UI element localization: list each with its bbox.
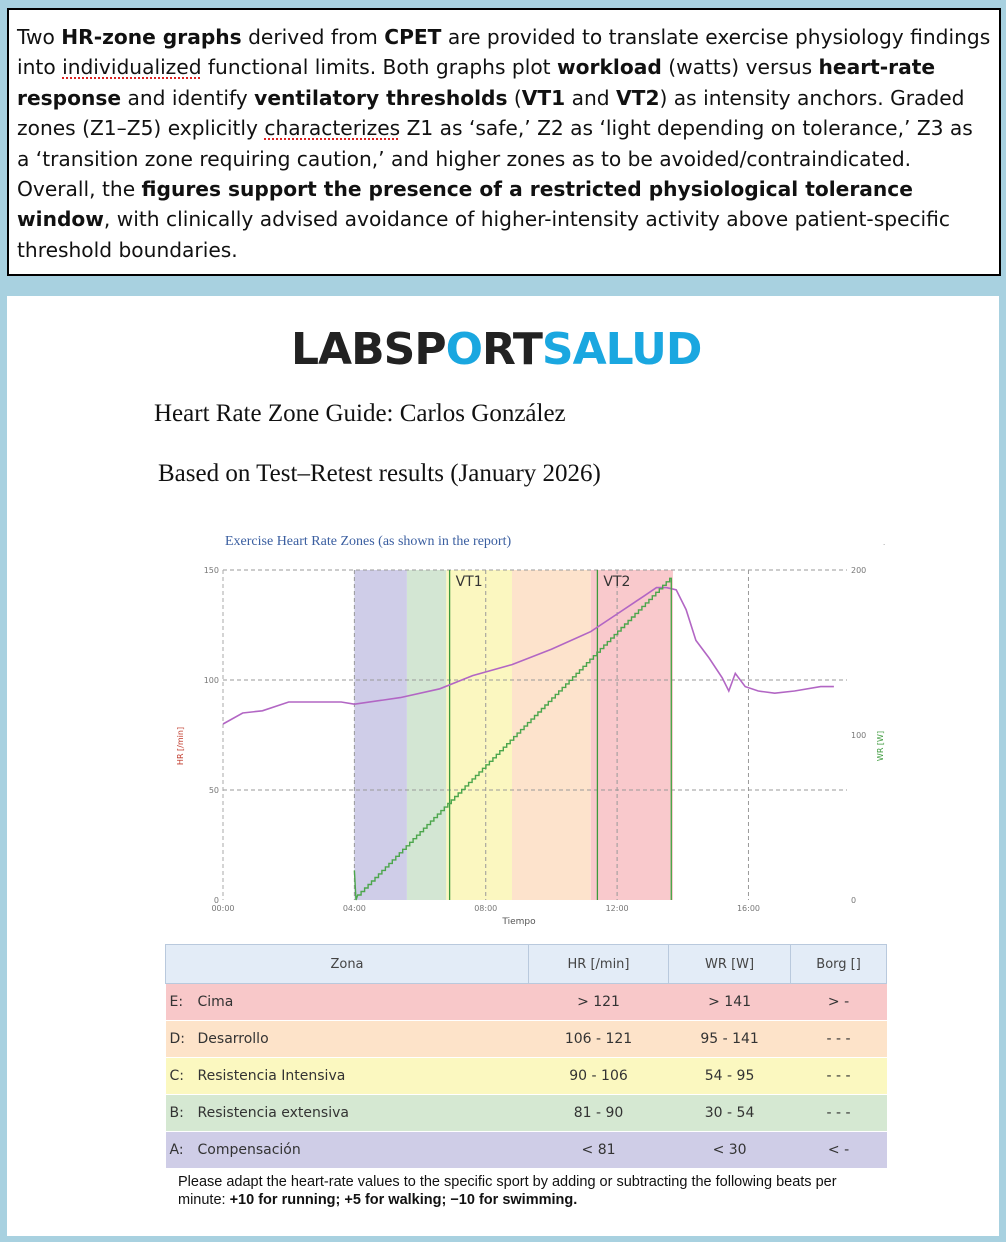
zone-borg: - - - [791, 1021, 887, 1058]
summary-text: are provided to translate exercise physiology findings into [17, 25, 991, 80]
spellcheck-word: individualized [62, 55, 202, 80]
y-tick-label: 150 [203, 566, 219, 575]
x-tick-label: 12:00 [605, 904, 629, 913]
threshold-label: VT2 [603, 574, 631, 590]
zone-wr: 54 - 95 [669, 1058, 791, 1095]
report-title: Heart Rate Zone Guide: Carlos González [154, 400, 566, 427]
sport-adjustment-note: Please adapt the heart-rate values to the specific sport by adding or subtracting the following beats per minute: +10 for running; +5 for walking; −10 for swimming. [178, 1174, 837, 1208]
zone-name: Resistencia Intensiva [197, 1058, 529, 1095]
summary-text: ( [507, 85, 522, 110]
zone-letter: C: [166, 1058, 197, 1095]
summary-bold: heart-rate response [17, 55, 936, 110]
zone-name: Resistencia extensiva [197, 1095, 529, 1132]
report-sheet [7, 296, 999, 1236]
summary-text-box [7, 8, 1001, 276]
zone-name: Desarrollo [197, 1021, 529, 1058]
zone-band [407, 570, 446, 900]
zone-row [166, 1132, 887, 1169]
zone-letter: B: [166, 1095, 197, 1132]
y-tick-label: 100 [203, 676, 219, 685]
y-axis-title: HR [/min] [176, 726, 185, 766]
summary-bold: CPET [384, 25, 442, 49]
summary-bold: figures support the presence of a restricted physiological tolerance window [17, 177, 913, 232]
zone-wr: > 141 [669, 984, 791, 1021]
threshold-label: VT1 [455, 574, 483, 590]
zone-wr: < 30 [669, 1132, 791, 1169]
x-axis-title: Tiempo [502, 917, 536, 927]
report-subtitle: Based on Test–Retest results (January 2026) [158, 460, 601, 487]
summary-bold: ventilatory thresholds [254, 85, 508, 110]
zone-table [165, 944, 887, 1169]
zone-hr: < 81 [529, 1132, 669, 1169]
x-tick-label: 04:00 [342, 904, 366, 913]
summary-text: and identify [121, 85, 255, 110]
header-wr: WR [W] [669, 945, 791, 984]
x-tick-label: 16:00 [736, 904, 761, 913]
y-tick-label: 50 [208, 786, 219, 795]
zone-row [166, 1058, 887, 1095]
zone-letter: E: [166, 984, 197, 1021]
x-tick-label: 00:00 [211, 904, 235, 913]
zone-band [512, 570, 591, 900]
zone-letter: A: [166, 1132, 197, 1169]
zone-letter: D: [166, 1021, 197, 1058]
x-tick-label: 08:00 [474, 904, 498, 913]
zone-hr: 106 - 121 [529, 1021, 669, 1058]
summary-bold: VT1 [521, 85, 566, 110]
header-zona: Zona [166, 945, 529, 984]
y-tick-label: 0 [213, 896, 219, 905]
summary-bold: VT2 [616, 85, 660, 110]
summary-bold: HR-zone graphs [61, 25, 242, 49]
zone-row [166, 1095, 887, 1132]
zone-band [354, 570, 407, 900]
zone-borg: < - [791, 1132, 887, 1169]
summary-text: (watts) versus [661, 55, 819, 80]
y2-tick-label: 200 [851, 566, 867, 575]
header-hr: HR [/min] [529, 945, 669, 984]
decorative-dot: . [883, 538, 886, 547]
summary-text: Two [17, 25, 62, 49]
chart-title: Exercise Heart Rate Zones (as shown in the report) [225, 534, 512, 549]
table-header-row [166, 945, 887, 984]
zone-wr: 95 - 141 [669, 1021, 791, 1058]
summary-bold: workload [557, 55, 662, 80]
summary-text: derived from [241, 25, 385, 49]
header-borg: Borg [] [791, 945, 887, 984]
zone-band [446, 570, 512, 900]
zone-hr: > 121 [529, 984, 669, 1021]
zone-wr: 30 - 54 [669, 1095, 791, 1132]
summary-text: and [565, 85, 617, 110]
zone-hr: 81 - 90 [529, 1095, 669, 1132]
labsportsalud-logo: LABSPORTSALUD [291, 324, 702, 375]
spellcheck-word: characterizes [264, 116, 401, 141]
zone-hr: 90 - 106 [529, 1058, 669, 1095]
zone-borg: > - [791, 984, 887, 1021]
zone-row [166, 984, 887, 1021]
zone-borg: - - - [791, 1095, 887, 1132]
summary-text: , with clinically advised avoidance of higher-intensity activity above patient-specific threshold boundaries. [17, 207, 950, 262]
y2-tick-label: 100 [851, 731, 867, 740]
y2-axis-title: WR [W] [876, 730, 885, 762]
summary-text: Z1 as ‘safe,’ Z2 as ‘light depending on tolerance,’ Z3 as a ‘transition zone requiring caution,’ and higher zones as to be avoided/contraindicated. Overall, the [17, 116, 973, 202]
y2-tick-label: 0 [851, 896, 857, 905]
hr-zone-chart [7, 296, 999, 936]
zone-name: Compensación [197, 1132, 529, 1169]
summary-text: functional limits. Both graphs plot [201, 55, 558, 80]
zone-borg: - - - [791, 1058, 887, 1095]
zone-row [166, 1021, 887, 1058]
zone-name: Cima [197, 984, 529, 1021]
summary-text: ) as intensity anchors. Graded zones (Z1–Z5) explicitly [17, 85, 965, 141]
